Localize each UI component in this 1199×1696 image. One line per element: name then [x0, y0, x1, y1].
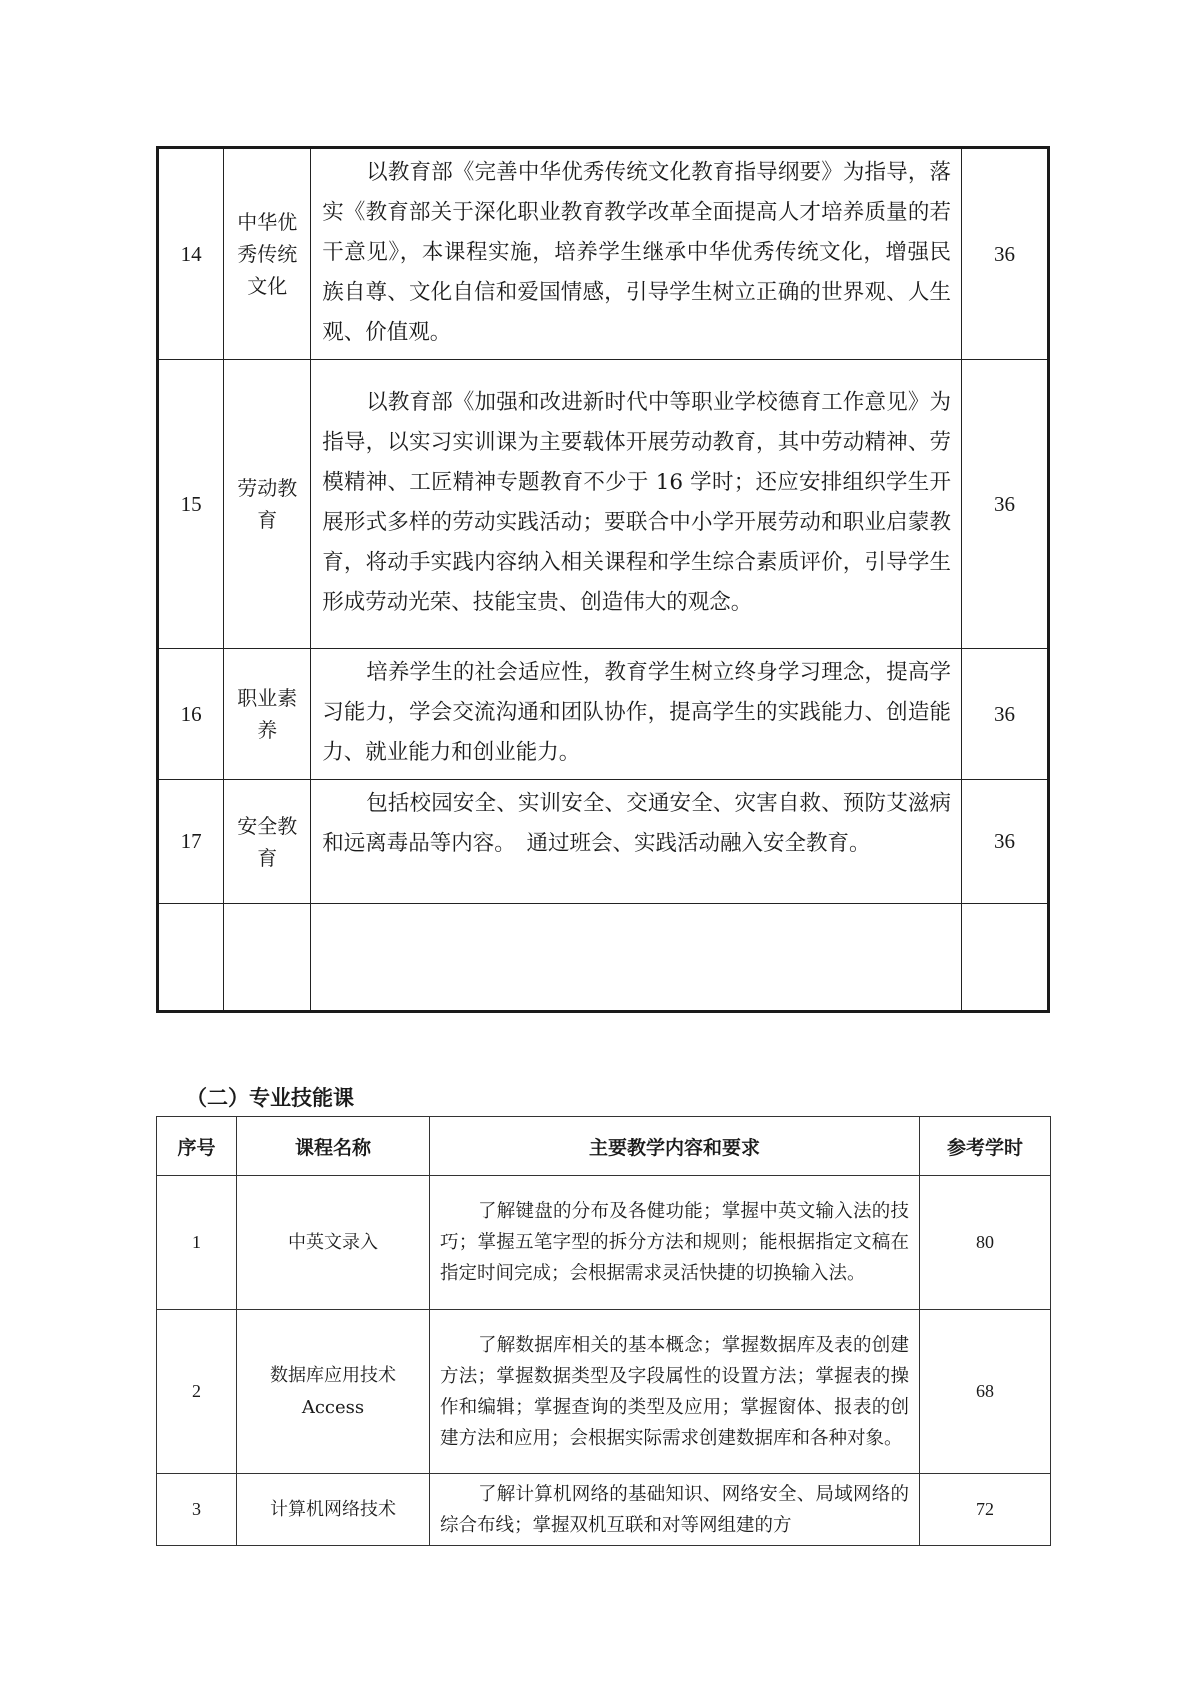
course-content — [311, 148, 962, 360]
course-hours: 36 — [962, 360, 1049, 649]
course-content — [430, 1176, 920, 1310]
header-course-name: 课程名称 — [237, 1117, 430, 1176]
row-number: 15 — [158, 360, 224, 649]
course-hours: 72 — [920, 1474, 1051, 1546]
section-title: （二）专业技能课 — [186, 1086, 354, 1110]
course-name: 计算机网络技术 — [237, 1474, 430, 1546]
course-hours: 80 — [920, 1176, 1051, 1310]
empty-cell — [311, 904, 962, 1012]
course-name: 职业素养 — [224, 649, 311, 780]
course-content — [311, 360, 962, 649]
table-row — [157, 1474, 1051, 1546]
course-content — [430, 1310, 920, 1474]
course-content-text: 了解数据库相关的基本概念；掌握数据库及表的创建方法；掌握数据类型及字段属性的设置方法；掌握表的操作和编辑；掌握查询的类型及应用；掌握窗体、报表的创建方法和应用；会根据实际需求创建数据库和各种对象。 — [440, 1334, 909, 1449]
course-hours: 36 — [962, 649, 1049, 780]
course-content — [311, 780, 962, 904]
table-row-empty — [158, 904, 1049, 1012]
course-name: 中华优秀传统文化 — [224, 148, 311, 360]
header-hours: 参考学时 — [920, 1117, 1051, 1176]
course-hours: 36 — [962, 780, 1049, 904]
course-name: 中英文录入 — [237, 1176, 430, 1310]
header-content: 主要教学内容和要求 — [430, 1117, 920, 1176]
row-number: 14 — [158, 148, 224, 360]
professional-skill-course-table — [156, 1116, 1051, 1546]
course-content-text: 了解计算机网络的基础知识、网络安全、局域网络的综合布线；掌握双机互联和对等网组建的方 — [440, 1483, 909, 1536]
course-hours: 36 — [962, 148, 1049, 360]
course-name: 数据库应用技术 Access — [237, 1310, 430, 1474]
general-course-table — [156, 146, 1050, 1013]
course-content-text: 以教育部《完善中华优秀传统文化教育指导纲要》为指导，落实《教育部关于深化职业教育教学改革全面提高人才培养质量的若干意见》，本课程实施，培养学生继承中华优秀传统文化，增强民族自尊、文化自信和爱国情感，引导学生树立正确的世界观、人生观、价值观。 — [322, 160, 952, 345]
table-row — [158, 360, 1049, 649]
row-number: 2 — [157, 1310, 237, 1474]
header-number: 序号 — [157, 1117, 237, 1176]
row-number: 3 — [157, 1474, 237, 1546]
table-row — [157, 1176, 1051, 1310]
course-content-text: 包括校园安全、实训安全、交通安全、灾害自救、预防艾滋病和远离毒品等内容。 通过班会、实践活动融入安全教育。 — [322, 791, 952, 856]
row-number: 16 — [158, 649, 224, 780]
row-number: 17 — [158, 780, 224, 904]
empty-cell — [158, 904, 224, 1012]
table-row — [157, 1310, 1051, 1474]
table-header-row — [157, 1117, 1051, 1176]
course-name: 安全教育 — [224, 780, 311, 904]
empty-cell — [962, 904, 1049, 1012]
course-content — [430, 1474, 920, 1546]
empty-cell — [224, 904, 311, 1012]
course-content — [311, 649, 962, 780]
course-content-text: 了解键盘的分布及各健功能；掌握中英文输入法的技巧；掌握五笔字型的拆分方法和规则；能根据指定文稿在指定时间完成；会根据需求灵活快捷的切换输入法。 — [440, 1201, 909, 1284]
course-content-text: 培养学生的社会适应性，教育学生树立终身学习理念，提高学习能力，学会交流沟通和团队协作，提高学生的实践能力、创造能力、就业能力和创业能力。 — [322, 660, 952, 765]
row-number: 1 — [157, 1176, 237, 1310]
table-row — [158, 649, 1049, 780]
course-content-text: 以教育部《加强和改进新时代中等职业学校德育工作意见》为指导，以实习实训课为主要载体开展劳动教育，其中劳动精神、劳模精神、工匠精神专题教育不少于 16 学时；还应安排组织学生开展形式多样的劳动实践活动；要联合中小学开展劳动和职业启蒙教育，将动手实践内容纳入相关课程和学生综合素质评价，引导学生形成劳动光荣、技能宝贵、创造伟大的观念。 — [322, 390, 952, 615]
course-hours: 68 — [920, 1310, 1051, 1474]
course-name: 劳动教育 — [224, 360, 311, 649]
table-row — [158, 780, 1049, 904]
table-row — [158, 148, 1049, 360]
